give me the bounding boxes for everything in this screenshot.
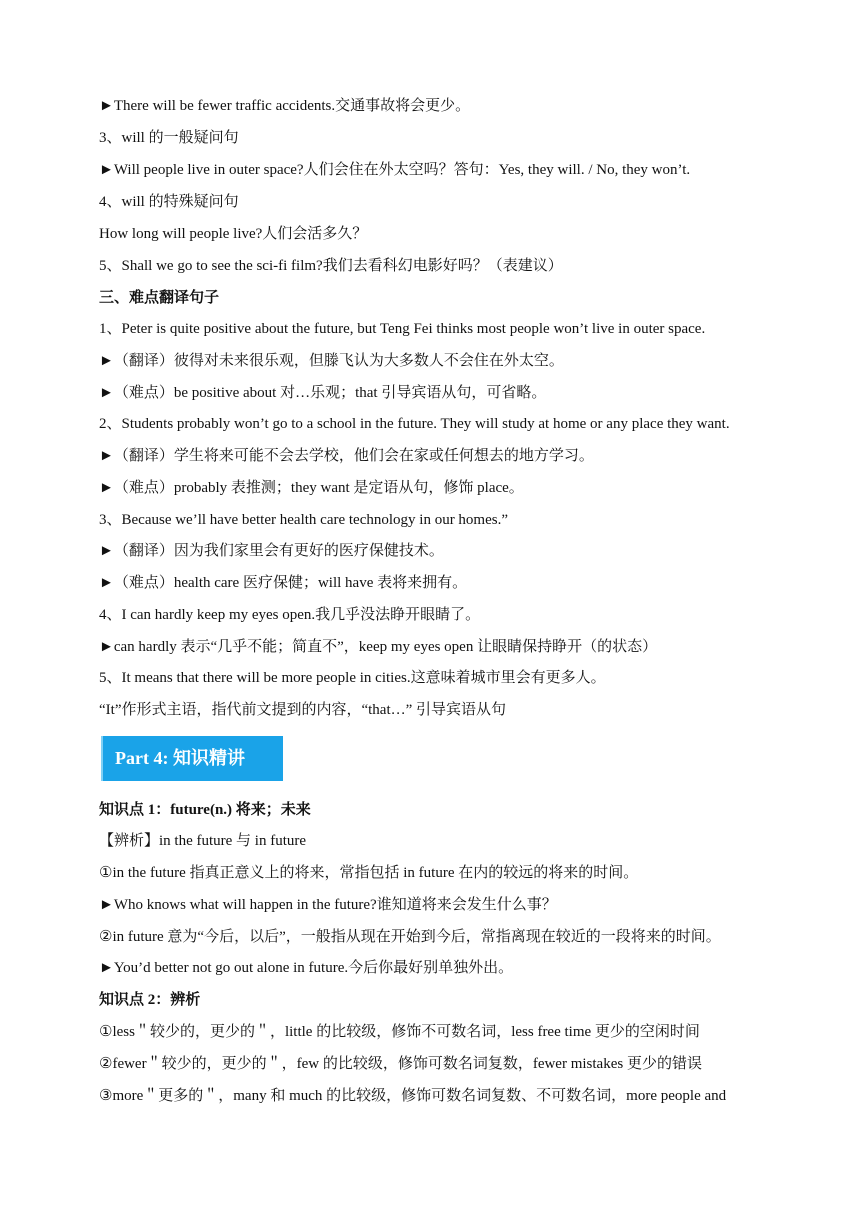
section-heading: 三、难点翻译句子 [99,290,220,306]
text-line: 4、I can hardly keep my eyes open.我几乎没法睁开眼睛了。 [99,607,481,623]
text-line: ②fewer＂较少的，更少的＂，few 的比较级，修饰可数名词复数，fewer mistakes 更少的错误 [99,1056,702,1072]
text-line: ②in future 意为“今后，以后”，一般指从现在开始到今后，常指离现在较近的一段将来的时间。 [99,929,721,945]
text-line: 【辨析】in the future 与 in future [99,833,307,849]
text-line: How long will people live?人们会活多久？ [99,226,368,242]
knowledge-point-heading: 知识点 1：future(n.) 将来；未来 [99,802,311,818]
text-line: 2、Students probably won’t go to a school in the future. They will study at home or any place they want. [99,416,730,432]
text-line: 5、Shall we go to see the sci-fi film?我们去看科幻电影好吗？（表建议） [99,258,563,274]
text-line: ►（翻译）因为我们家里会有更好的医疗保健技术。 [99,543,444,559]
text-line: ►（难点）health care 医疗保健；will have 表将来拥有。 [99,575,468,591]
part-banner: Part 4: 知识精讲 [101,736,283,781]
text-line: ►（难点）probably 表推测；they want 是定语从句，修饰 place。 [99,480,524,496]
text-line: 3、Because we’ll have better health care technology in our homes.” [99,512,509,528]
text-line: ①less＂较少的，更少的＂，little 的比较级，修饰不可数名词，less free time 更少的空闲时间 [99,1024,700,1040]
text-line: ►（难点）be positive about 对…乐观；that 引导宾语从句，可省略。 [99,385,547,401]
knowledge-point-heading: 知识点 2：辨析 [99,992,201,1008]
text-line: ►You’d better not go out alone in future.今后你最好别单独外出。 [99,960,514,976]
text-line: ►There will be fewer traffic accidents.交通事故将会更少。 [99,98,471,114]
text-line: “It”作形式主语，指代前文提到的内容，“that…” 引导宾语从句 [99,702,507,718]
text-line: ►Who knows what will happen in the future?谁知道将来会发生什么事？ [99,897,557,913]
text-line: ►（翻译）学生将来可能不会去学校，他们会在家或任何想去的地方学习。 [99,448,594,464]
text-line: 3、will 的一般疑问句 [99,130,239,146]
text-line: 4、will 的特殊疑问句 [99,194,239,210]
text-line: ►（翻译）彼得对未来很乐观，但滕飞认为大多数人不会住在外太空。 [99,353,564,369]
text-line: 1、Peter is quite positive about the future, but Teng Fei thinks most people won’t live in outer space. [99,321,706,337]
text-line: ③more＂更多的＂，many 和 much 的比较级，修饰可数名词复数、不可数名词，more people and [99,1088,727,1104]
text-line: ►Will people live in outer space?人们会住在外太空吗？答句：Yes, they will. / No, they won’t. [99,162,691,178]
text-line: ►can hardly 表示“几乎不能；简直不”，keep my eyes open 让眼睛保持睁开（的状态） [99,639,658,655]
text-line: ①in the future 指真正意义上的将来，常指包括 in future 在内的较远的将来的时间。 [99,865,639,881]
text-line: 5、It means that there will be more people in cities.这意味着城市里会有更多人。 [99,670,606,686]
